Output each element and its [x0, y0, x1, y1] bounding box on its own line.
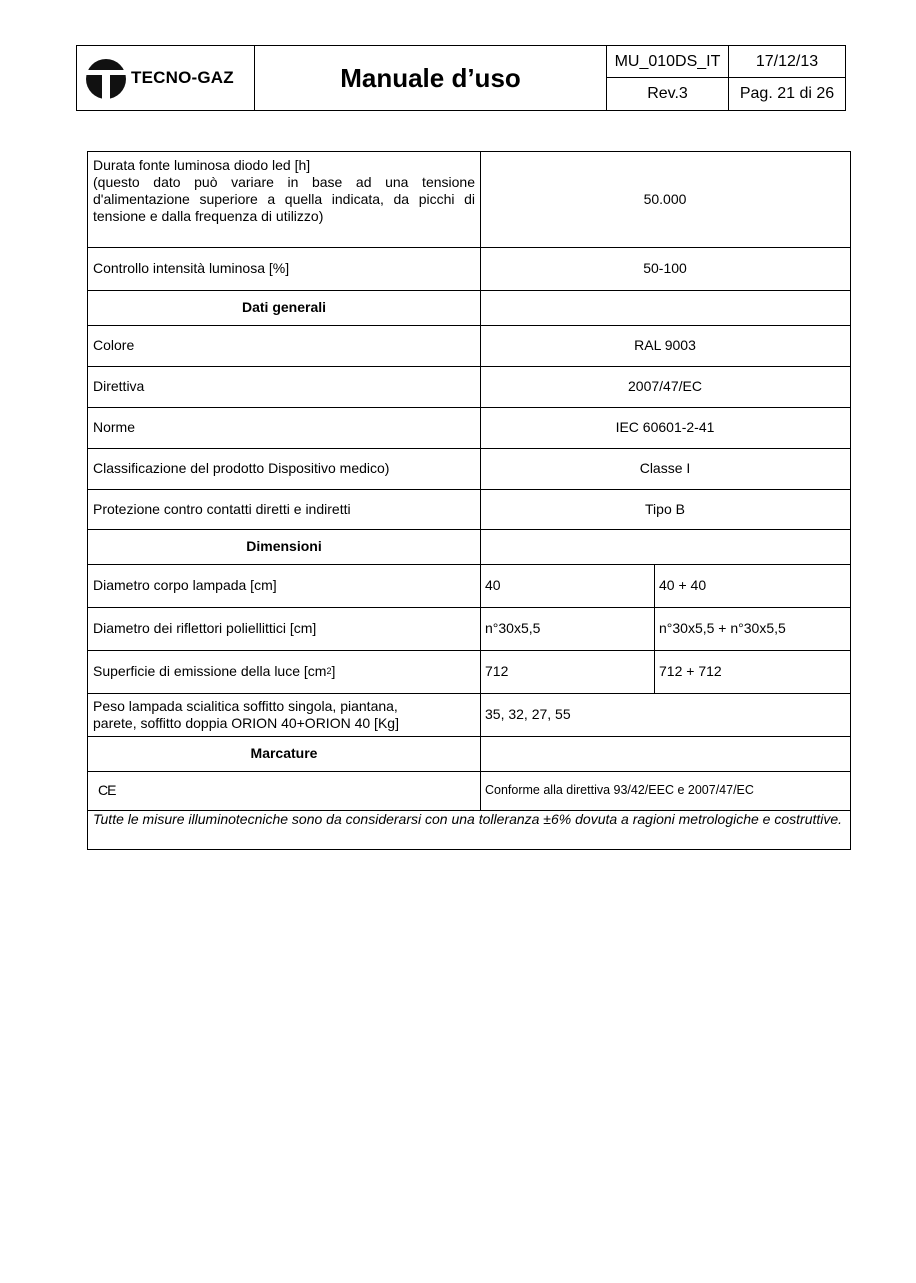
manual-title: Manuale d’uso — [255, 46, 607, 110]
led-life-label-note: (questo dato può variare in base ad una tensione d'alimentazione superiore a quella indicata, da picchi di tensione e dalla frequenza di utilizzo) — [93, 174, 475, 224]
body-diameter-double: 40 + 40 — [659, 577, 707, 593]
protection-value: Tipo B — [645, 500, 685, 517]
led-life-label — [88, 152, 480, 247]
tecno-gaz-logo-icon — [85, 58, 127, 100]
section-heading-general: Dati generali — [241, 299, 327, 315]
directive-label: Direttiva — [93, 378, 145, 394]
body-diameter-label: Diametro corpo lampada [cm] — [93, 577, 277, 593]
intensity-label: Controllo intensità luminosa [%] — [93, 260, 290, 276]
emission-surface-label-exponent: 2 — [326, 666, 332, 676]
protection-label: Protezione contro contatti diretti e indiretti — [93, 500, 351, 517]
color-value: RAL 9003 — [634, 337, 696, 353]
company-logo — [77, 46, 255, 110]
color-label: Colore — [93, 337, 135, 353]
weight-label: Peso lampada scialitica soffitto singola, piantana, parete, soffitto doppia ORION 40+ORION 40 [Kg] — [93, 697, 399, 731]
emission-surface-label — [88, 650, 480, 693]
tolerance-note: Tutte le misure illuminotecniche sono da considerarsi con una tolleranza ±6% dovuta a ragioni metrologiche e costruttive. — [93, 811, 843, 827]
emission-surface-label-close: ] — [331, 663, 336, 679]
emission-surface-double: 712 + 712 — [659, 663, 722, 679]
revision: Rev.3 — [607, 78, 729, 110]
document-date: 17/12/13 — [729, 46, 845, 78]
document-code: MU_010DS_IT — [607, 46, 729, 78]
weight-value: 35, 32, 27, 55 — [485, 706, 571, 722]
led-life-label-title: Durata fonte luminosa diodo led [h] — [93, 157, 311, 173]
classification-value: Classe I — [639, 460, 691, 476]
section-heading-markings: Marcature — [250, 745, 318, 761]
emission-surface-single: 712 — [485, 663, 509, 679]
document-header — [76, 45, 846, 111]
ce-conformity-value: Conforme alla direttiva 93/42/EEC e 2007/47/EC — [485, 783, 754, 797]
classification-label: Classificazione del prodotto Dispositivo medico) — [93, 460, 390, 476]
reflector-diameter-single: n°30x5,5 — [485, 620, 541, 636]
reflector-diameter-double: n°30x5,5 + n°30x5,5 — [659, 620, 786, 636]
specifications-table — [87, 151, 851, 850]
page-number: Pag. 21 di 26 — [739, 85, 835, 102]
brand-name: TECNO-GAZ — [131, 68, 234, 87]
section-heading-dimensions: Dimensioni — [246, 538, 322, 554]
norms-value: IEC 60601-2-41 — [615, 419, 715, 435]
norms-label: Norme — [93, 419, 136, 435]
body-diameter-single: 40 — [485, 577, 501, 593]
emission-surface-label-text: Superficie di emissione della luce [cm — [93, 663, 327, 679]
directive-value: 2007/47/EC — [628, 378, 702, 394]
reflector-diameter-label: Diametro dei riflettori poliellittici [cm] — [93, 620, 317, 636]
intensity-value: 50-100 — [643, 260, 687, 276]
led-life-value: 50.000 — [643, 191, 687, 207]
ce-mark: CE — [98, 782, 116, 798]
